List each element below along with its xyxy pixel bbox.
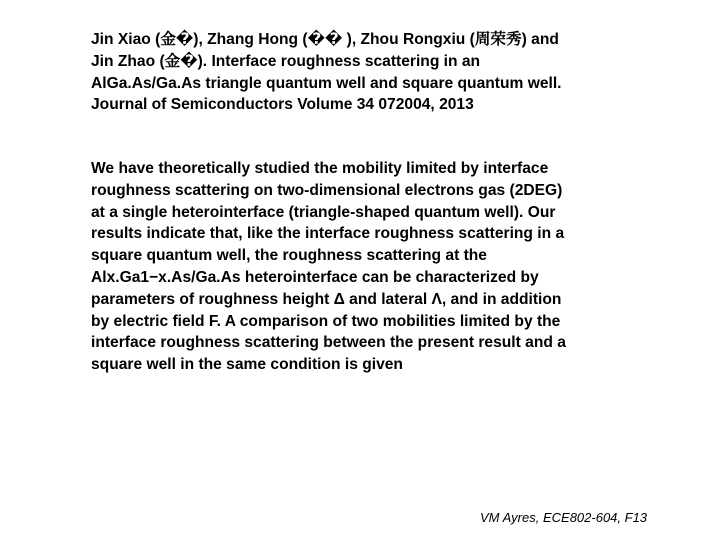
citation: [91, 29, 691, 116]
citation-line: Jin Xiao (金�), Zhang Hong (�� ), Zhou Rongxiu (周荣秀) and: [91, 31, 559, 48]
abstract-line: Alx.Ga1−x.As/Ga.As heterointerface can be characterized by: [91, 268, 539, 286]
abstract-line: square quantum well, the roughness scattering at the: [91, 247, 487, 265]
abstract-line: roughness scattering on two-dimensional electrons gas (2DEG): [91, 181, 563, 199]
abstract-line: by electric field F. A comparison of two mobilities limited by the: [91, 312, 561, 330]
abstract-line: square well in the same condition is given: [91, 356, 403, 374]
citation-line: AlGa.As/Ga.As triangle quantum well and square quantum well.: [91, 74, 562, 92]
abstract: [91, 158, 691, 376]
abstract-line: We have theoretically studied the mobility limited by interface: [91, 160, 549, 177]
abstract-line: at a single heterointerface (triangle-shaped quantum well). Our: [91, 203, 556, 221]
citation-line: Jin Zhao (金�). Interface roughness scattering in an: [91, 52, 481, 70]
abstract-line: results indicate that, like the interface roughness scattering in a: [91, 225, 565, 243]
abstract-line: interface roughness scattering between the present result and a: [91, 334, 566, 352]
citation-line: Journal of Semiconductors Volume 34 072004, 2013: [91, 96, 474, 114]
slide-footer: VM Ayres, ECE802-604, F13: [480, 510, 648, 525]
abstract-line: parameters of roughness height Δ and lateral Λ, and in addition: [91, 290, 562, 308]
